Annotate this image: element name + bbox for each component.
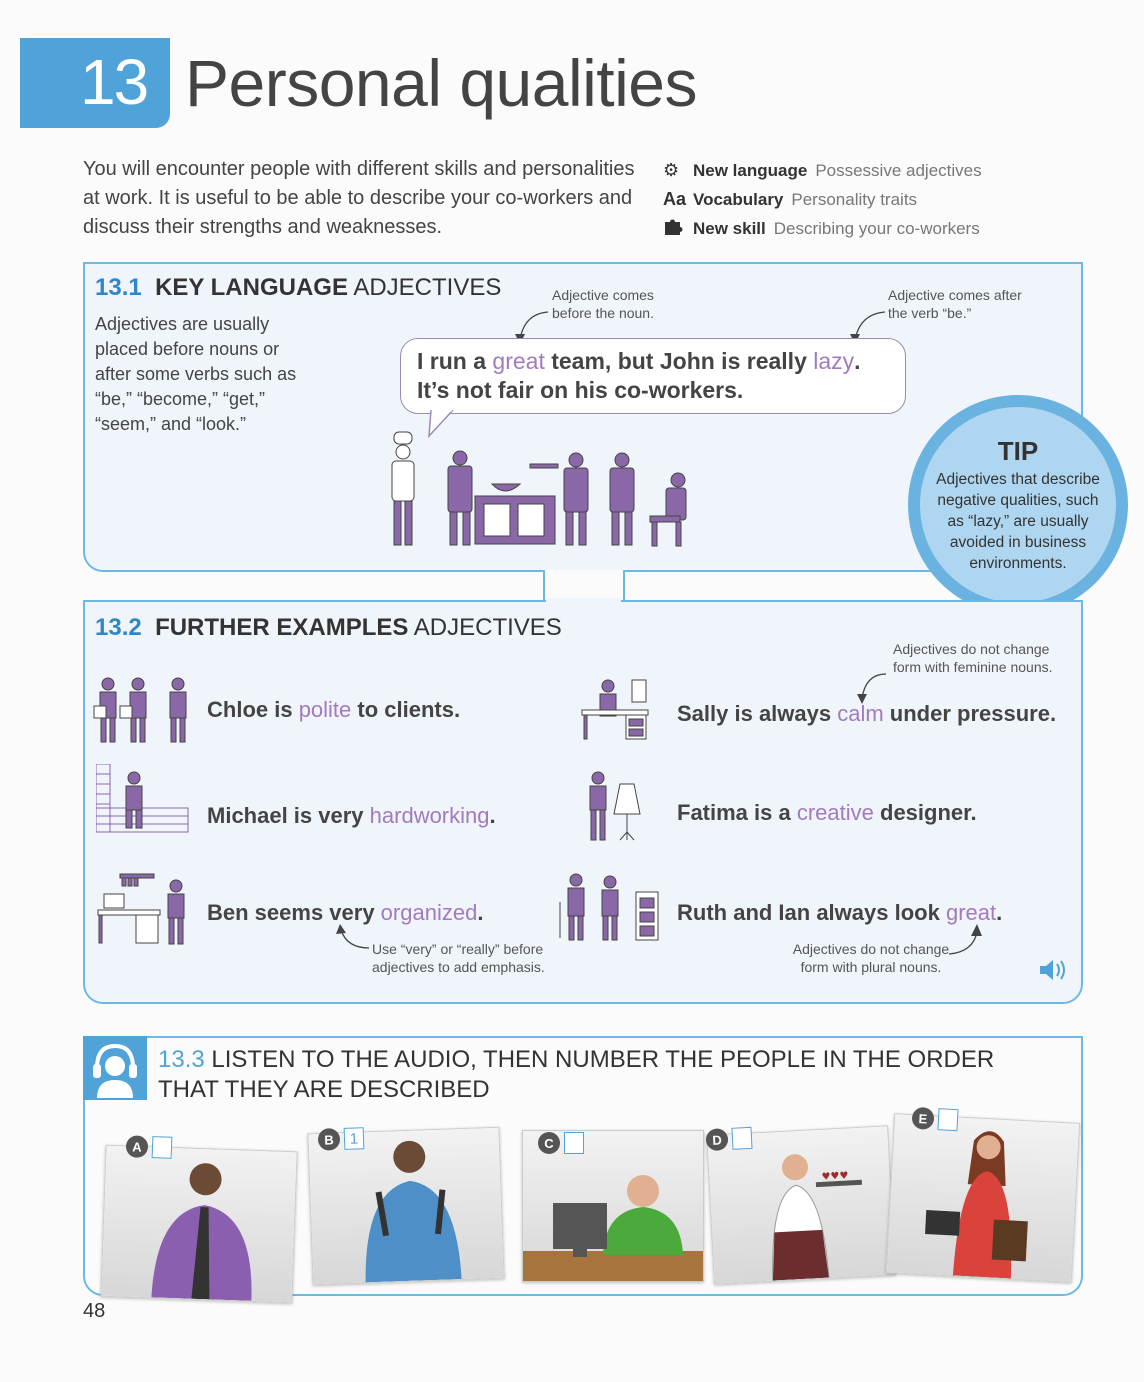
connector-join (546, 598, 621, 604)
meta-value: Possessive adjectives (815, 160, 982, 180)
example-text: Ruth and Ian always look (677, 900, 946, 925)
heading-rest: ADJECTIVES (353, 274, 502, 301)
label-a (126, 1135, 173, 1159)
aa-icon: Aa (663, 189, 687, 209)
example-text: . (996, 900, 1003, 925)
example-sally (677, 701, 1056, 727)
meta-new-language (663, 156, 1103, 185)
adjective-hardworking: hardworking (369, 803, 490, 828)
example-text: Chloe is (207, 697, 299, 722)
photo-a (100, 1145, 297, 1304)
note-emphasis: Use “very” or “really” before adjectives to add emphasis. (372, 941, 545, 975)
kitchen-team-illustration (380, 428, 700, 550)
adjective-great: great (492, 348, 545, 374)
example-fatima (677, 800, 977, 826)
note-after-verb: Adjective comes after the verb “be.” (888, 287, 1022, 321)
answer-box-b[interactable]: 1 (344, 1127, 365, 1150)
example-ruth-ian (677, 900, 1002, 926)
label-e (911, 1107, 958, 1131)
section-heading-13-3 (158, 1045, 1058, 1105)
example-text: Sally is always (677, 701, 838, 726)
heading-text: LISTEN TO THE AUDIO, THEN NUMBER THE PEOPLE IN THE ORDER THAT THEY ARE DESCRIBED (158, 1046, 995, 1103)
meta-new-skill (663, 214, 1103, 243)
headphones-icon (83, 1036, 147, 1100)
label-c (538, 1132, 584, 1154)
note-feminine: Adjectives do not change form with feminine nouns. (893, 641, 1053, 675)
photo-letter: B (318, 1128, 341, 1151)
section-number: 13.2 (95, 614, 142, 641)
photo-letter: A (126, 1135, 149, 1158)
label-d (705, 1127, 752, 1151)
unit-title: Personal qualities (185, 46, 697, 120)
label-b (318, 1127, 365, 1151)
meta-label: New skill (693, 218, 766, 238)
meta-value: Describing your co-workers (773, 218, 980, 238)
example-text: under pressure. (883, 701, 1057, 726)
answer-box-d[interactable] (731, 1127, 752, 1150)
section-description: Adjectives are usually placed before nouns or after some verbs such as “be,” “become,” “get,” “seem,” and “look.” (95, 314, 297, 434)
page-number: 48 (83, 1300, 106, 1322)
example-text: . (477, 900, 484, 925)
example-text: designer. (873, 800, 977, 825)
example-michael (207, 803, 496, 829)
headphones-box (83, 1036, 147, 1100)
meta-vocabulary (663, 185, 1103, 214)
photo-letter: D (705, 1128, 728, 1151)
note-plural: Adjectives do not change form with plural nouns. (792, 941, 950, 975)
answer-box-e[interactable] (937, 1108, 958, 1131)
bubble-text: . (854, 348, 861, 374)
bubble-line-1 (417, 347, 889, 376)
section-number: 13.3 (158, 1046, 205, 1073)
photo-letter: E (911, 1107, 934, 1130)
heading-bold: KEY LANGUAGE (155, 274, 348, 301)
audio-speaker-icon[interactable] (1038, 958, 1068, 982)
example-text: Ben seems very (207, 900, 381, 925)
puzzle-icon (663, 216, 693, 241)
person-d-figure (707, 1126, 894, 1283)
adjective-calm: calm (837, 701, 884, 726)
photo-letter: C (538, 1132, 560, 1154)
example-text: Fatima is a (677, 800, 797, 825)
section-heading-13-1 (95, 274, 501, 302)
bubble-line-2: It’s not fair on his co-workers. (417, 377, 744, 403)
meta-label: Vocabulary (693, 189, 784, 209)
answer-box-a[interactable] (152, 1136, 173, 1159)
person-e-figure (887, 1114, 1079, 1281)
answer-box-c[interactable] (564, 1132, 584, 1154)
example-ben (207, 900, 483, 926)
tip-heading: TIP (997, 436, 1039, 466)
adjective-great: great (945, 900, 997, 925)
unit-number: 13 (80, 46, 148, 118)
example-text: . (489, 803, 496, 828)
desk-worker-illustration (580, 676, 650, 742)
section-heading-13-2 (95, 614, 562, 642)
speech-bubble (400, 338, 906, 414)
adjective-organized: organized (380, 900, 478, 925)
example-text: to clients. (351, 697, 461, 722)
meta-label: New language (693, 160, 808, 180)
unit-meta (663, 156, 1103, 243)
heading-bold: FURTHER EXAMPLES (155, 614, 409, 641)
tip-inner (920, 407, 1116, 603)
adjective-polite: polite (298, 697, 352, 722)
meta-value: Personality traits (791, 189, 918, 209)
intro-text: You will encounter people with different skills and personalities at work. It is useful to be able to describe your co-workers and discuss their strengths and weaknesses. (83, 158, 635, 238)
couple-illustration (556, 872, 662, 944)
tip-circle (908, 395, 1128, 615)
person-b-figure (308, 1128, 503, 1285)
designer-illustration (586, 770, 646, 844)
photo-b (307, 1127, 504, 1286)
adjective-lazy: lazy (813, 348, 855, 374)
example-chloe (207, 697, 460, 723)
bricklayer-illustration (96, 764, 196, 836)
person-a-figure (101, 1146, 296, 1303)
heading-rest: ADJECTIVES (413, 614, 562, 641)
arrow-emphasis (335, 924, 375, 954)
tip-text: Adjectives that describe negative qualities, such as “lazy,” are usually avoided in business environments. (936, 471, 1100, 572)
bubble-text: I run a (417, 348, 493, 374)
adjective-creative: creative (796, 800, 874, 825)
photo-e (886, 1113, 1080, 1283)
clients-illustration (92, 676, 197, 746)
section-number: 13.1 (95, 274, 142, 301)
note-before-noun: Adjective comes before the noun. (552, 287, 654, 321)
svg-text:♥♥♥: ♥♥♥ (821, 1170, 849, 1183)
office-desk-illustration (96, 872, 196, 946)
gears-icon: ⚙ (663, 160, 680, 180)
example-text: Michael is very (207, 803, 370, 828)
bubble-text: team, but John is really (544, 348, 814, 374)
